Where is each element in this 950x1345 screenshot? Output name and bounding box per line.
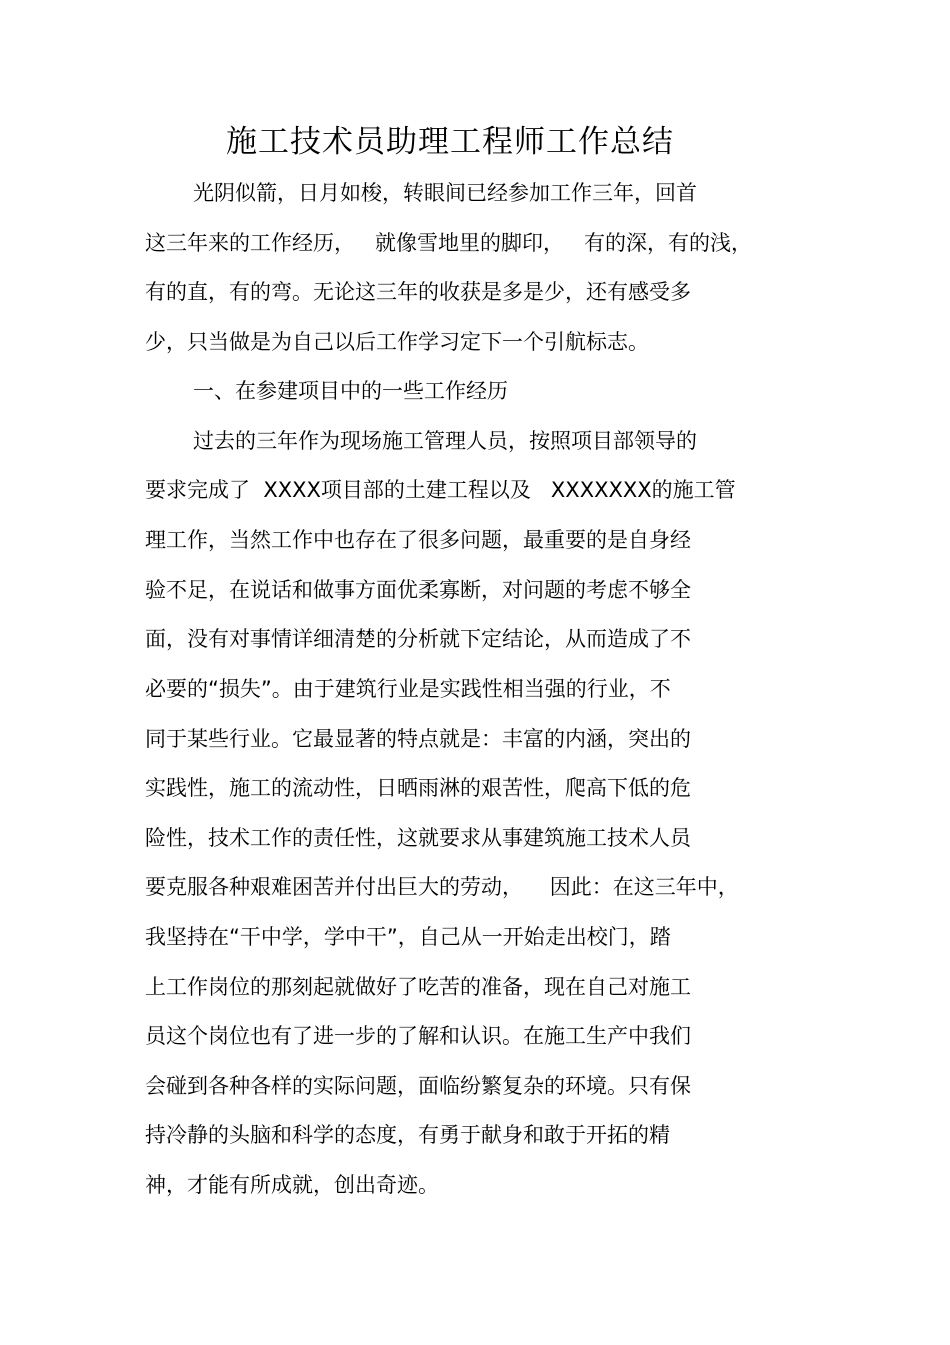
section-heading: 一、在参建项目中的一些工作经历: [193, 379, 508, 403]
paragraph-line: 员这个岗位也有了进一步的了解和认识。在施工生产中我们: [145, 1024, 691, 1048]
paragraph-line: 我坚持在“干中学，学中干”，自己从一开始走出校门，踏: [145, 925, 671, 949]
paragraph-line: 神，才能有所成就，创出奇迹。: [145, 1173, 439, 1197]
paragraph-line: 少，只当做是为自己以后工作学习定下一个引航标志。: [145, 330, 649, 354]
paragraph-line: 持冷静的头脑和科学的态度，有勇于献身和敢于开拓的精: [145, 1123, 670, 1147]
paragraph-line: 光阴似箭，日月如梭，转眼间已经参加工作三年，回首: [193, 181, 697, 205]
paragraph-line: 同于某些行业。它最显著的特点就是：丰富的内涵，突出的: [145, 727, 691, 751]
paragraph-line: 面，没有对事情详细清楚的分析就下定结论，从而造成了不: [145, 627, 691, 651]
paragraph-line: 有的直，有的弯。无论这三年的收获是多是少，还有感受多: [145, 280, 691, 304]
document-title: 施工技术员助理工程师工作总结: [226, 124, 674, 160]
paragraph-line: 这三年来的工作经历， 就像雪地里的脚印， 有的深，有的浅，: [145, 231, 753, 255]
paragraph-line: 理工作，当然工作中也存在了很多问题，最重要的是自身经: [145, 528, 691, 552]
paragraph-line: 险性，技术工作的责任性，这就要求从事建筑施工技术人员: [145, 826, 691, 850]
paragraph-line: 要求完成了 XXXX项目部的土建工程以及 XXXXXXX的施工管: [145, 478, 736, 502]
paragraph-line: 要克服各种艰难困苦并付出巨大的劳动， 因此：在这三年中，: [145, 875, 739, 899]
paragraph-line: 上工作岗位的那刻起就做好了吃苦的准备，现在自己对施工: [145, 975, 691, 999]
paragraph-line: 会碰到各种各样的实际问题，面临纷繁复杂的环境。只有保: [145, 1074, 691, 1098]
paragraph-line: 验不足，在说话和做事方面优柔寡断，对问题的考虑不够全: [145, 578, 691, 602]
paragraph-line: 必要的“损失”。由于建筑行业是实践性相当强的行业，不: [145, 677, 671, 701]
paragraph-line: 过去的三年作为现场施工管理人员，按照项目部领导的: [193, 429, 697, 453]
paragraph-line: 实践性，施工的流动性，日晒雨淋的艰苦性，爬高下低的危: [145, 776, 691, 800]
